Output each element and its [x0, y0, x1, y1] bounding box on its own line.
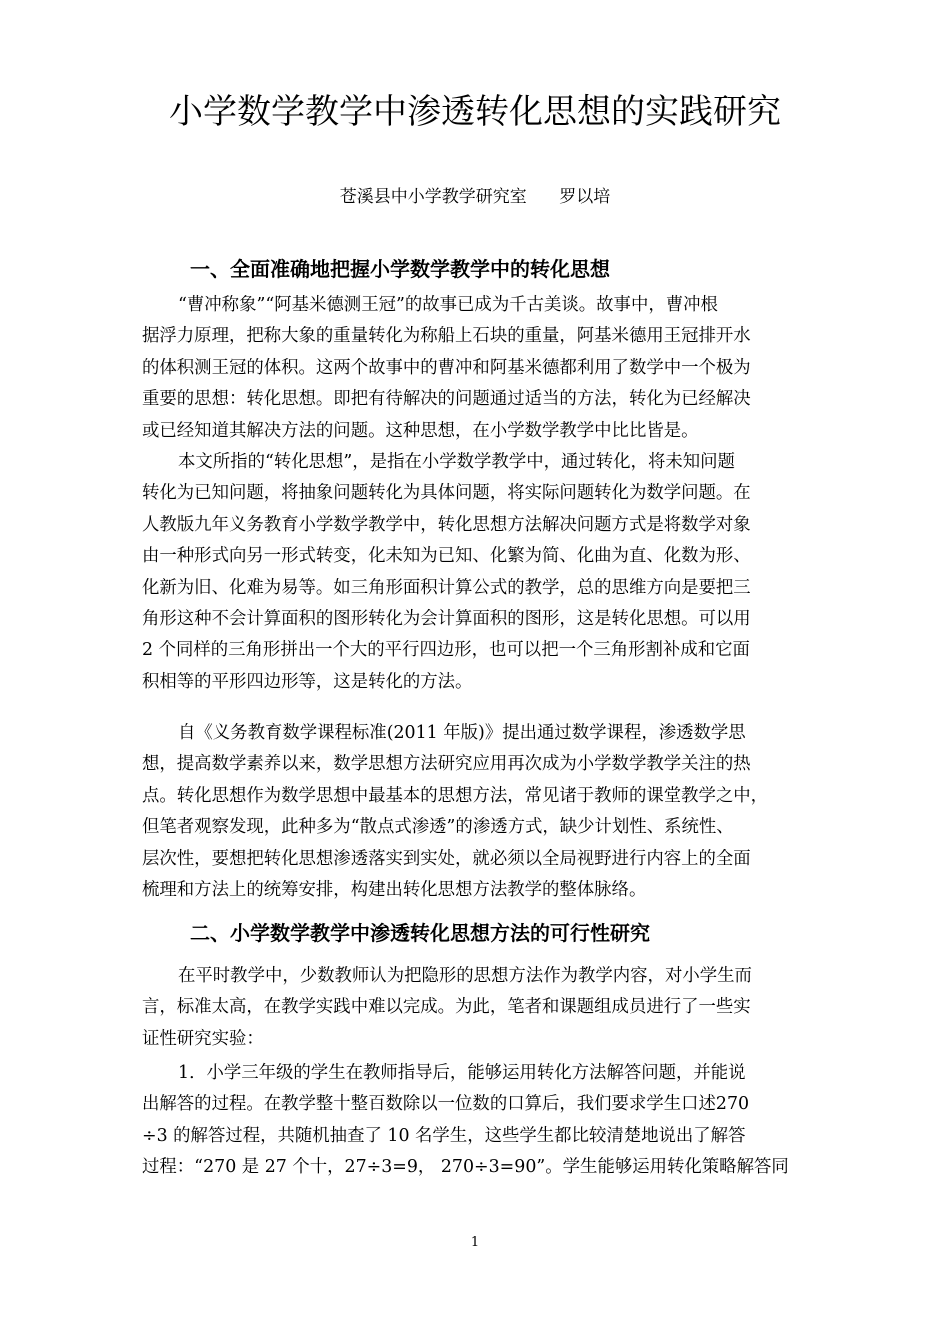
text-line: 点。转化思想作为数学思想中最基本的思想方法，常见诸于教师的课堂教学之中，	[142, 785, 769, 806]
text-line: 层次性，要想把转化思想渗透落实到实处，就必须以全局视野进行内容上的全面	[142, 848, 751, 869]
paragraph-2-1	[142, 961, 808, 1055]
paragraph-1-3	[142, 718, 808, 906]
text-line: 或已经知道其解决方法的问题。这种思想，在小学数学教学中比比皆是。	[142, 420, 699, 441]
text-line: 重要的思想：转化思想。即把有待解决的问题通过适当的方法，转化为已经解决	[142, 389, 751, 410]
text-line: 但笔者观察发现，此种多为“散点式渗透”的渗透方式，缺少计划性、系统性、	[142, 817, 734, 838]
section-heading-2: 二、小学数学教学中渗透转化思想方法的可行性研究	[190, 921, 650, 945]
text-line: 人教版九年义务教育小学数学教学中，转化思想方法解决问题方式是将数学对象	[142, 514, 751, 535]
author-line: 苍溪县中小学教学研究室 罗以培	[339, 187, 611, 207]
paragraph-1-2	[142, 447, 808, 698]
text-line: 的体积测王冠的体积。这两个故事中的曹冲和阿基米德都利用了数学中一个极为	[142, 357, 751, 378]
text-line: 1．小学三年级的学生在教师指导后，能够运用转化方法解答问题，并能说	[178, 1063, 746, 1083]
section-heading-1: 一、全面准确地把握小学数学教学中的转化思想	[190, 257, 610, 281]
paragraph-2-2	[142, 1058, 808, 1184]
text-line: “曹冲称象”“阿基米德测王冠”的故事已成为千古美谈。故事中，曹冲根	[178, 295, 718, 315]
text-line: 2 个同样的三角形拼出一个大的平行四边形，也可以把一个三角形割补成和它面	[142, 640, 750, 661]
paragraph-1-1	[142, 290, 808, 447]
text-line: 积相等的平形四边形等，这是转化的方法。	[142, 671, 473, 692]
text-line: 言，标准太高，在教学实践中难以完成。为此，笔者和课题组成员进行了一些实	[142, 997, 751, 1018]
text-line: ÷3 的解答过程，共随机抽查了 10 名学生，这些学生都比较清楚地说出了解答	[142, 1125, 746, 1146]
text-line: 转化为已知问题，将抽象问题转化为具体问题，将实际问题转化为数学问题。在	[142, 483, 751, 504]
text-line: 化新为旧、化难为易等。如三角形面积计算公式的教学，总的思维方向是要把三	[142, 577, 751, 598]
document-title: 小学数学教学中渗透转化思想的实践研究	[169, 92, 781, 132]
text-line: 在平时教学中，少数教师认为把隐形的思想方法作为教学内容，对小学生而	[178, 966, 752, 986]
text-line: 想，提高数学素养以来，数学思想方法研究应用再次成为小学数学教学关注的热	[142, 754, 751, 775]
text-line: 证性研究实验：	[142, 1028, 264, 1049]
text-line: 由一种形式向另一形式转变，化未知为已知、化繁为简、化曲为直、化数为形、	[142, 546, 751, 567]
text-line: 角形这种不会计算面积的图形转化为会计算面积的图形，这是转化思想。可以用	[142, 608, 751, 629]
text-line: 梳理和方法上的统筹安排，构建出转化思想方法教学的整体脉络。	[142, 879, 647, 900]
text-line: 出解答的过程。在教学整十整百数除以一位数的口算后，我们要求学生口述270	[142, 1094, 750, 1115]
text-line: 过程：“270 是 27 个十，27÷3=9， 270÷3=90”。学生能够运用转化策略解答同	[142, 1157, 789, 1178]
text-line: 自《义务教育数学课程标准(2011 年版)》提出通过数学课程，渗透数学思	[178, 723, 746, 743]
page-number: 1	[470, 1235, 480, 1250]
text-line: 本文所指的“转化思想”，是指在小学数学教学中，通过转化，将未知问题	[178, 452, 735, 472]
text-line: 据浮力原理，把称大象的重量转化为称船上石块的重量，阿基米德用王冠排开水	[142, 326, 751, 347]
